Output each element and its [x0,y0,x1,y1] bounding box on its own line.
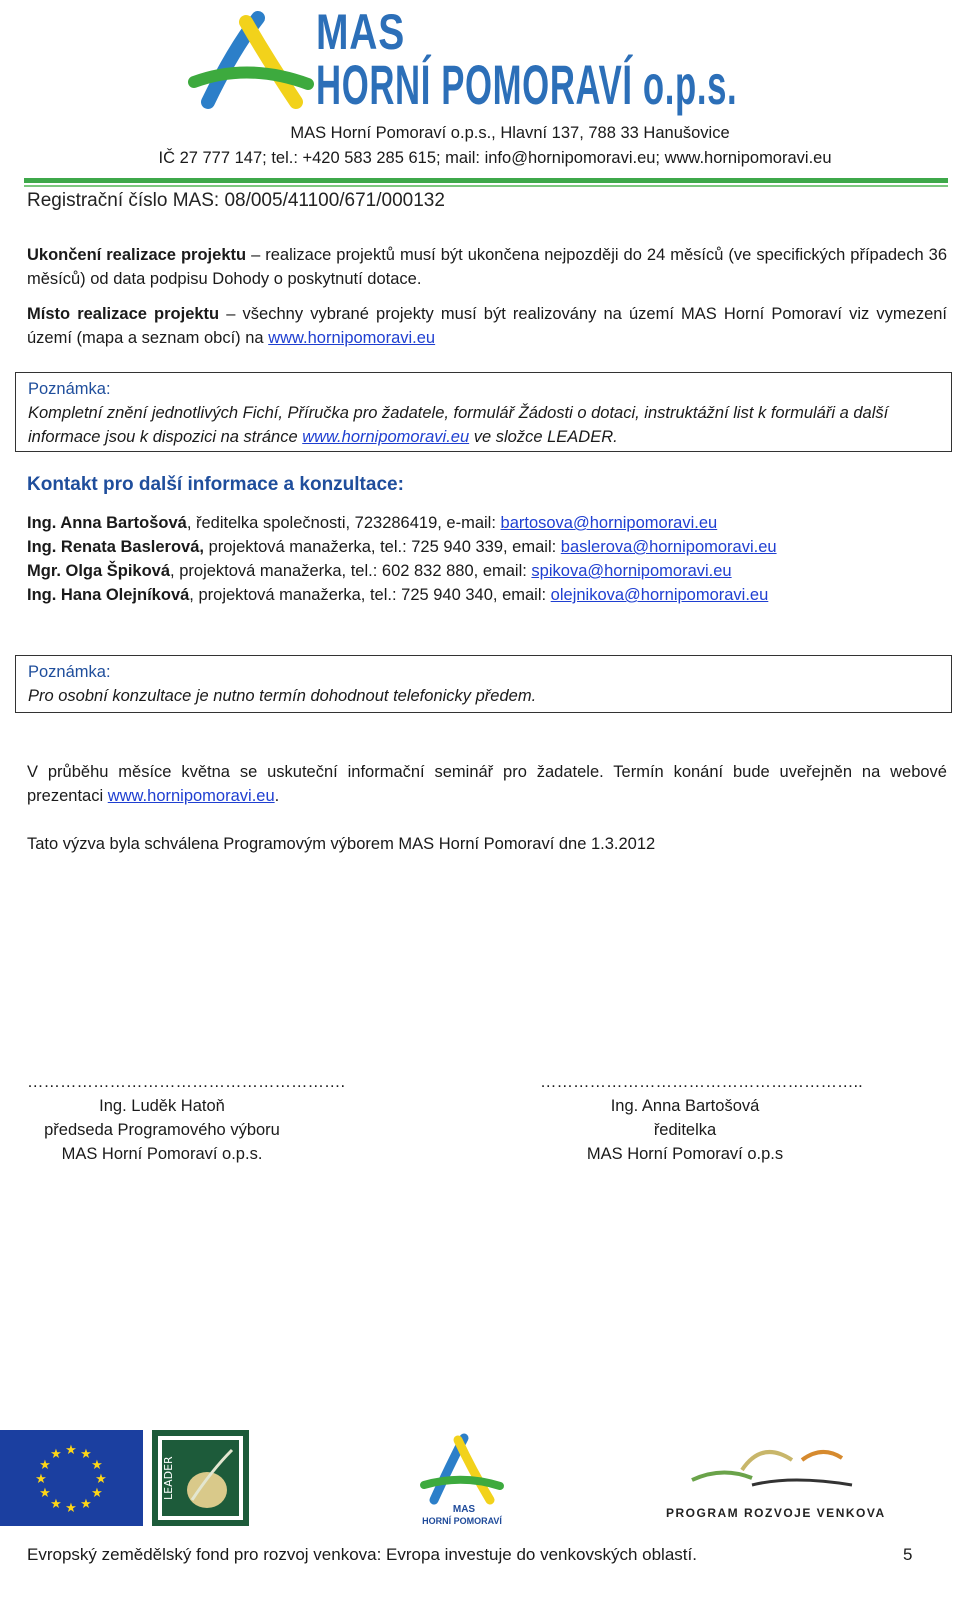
contact-heading: Kontakt pro další informace a konzultace: [27,474,404,495]
paragraph-approval: Tato výzva byla schválena Programovým výborem MAS Horní Pomoraví dne 1.3.2012 [27,835,656,853]
svg-text:★: ★ [35,1472,47,1487]
paragraph-location-text: – všechny vybrané projekty musí být realizovány na území MAS Horní Pomoraví viz vymezení území (mapa a seznam obcí) na [27,305,948,347]
signature-left [27,1070,346,1166]
eu-flag-icon [0,1430,143,1526]
note-box-documents [15,372,952,452]
svg-text:★: ★ [91,1486,103,1501]
registration-number: Registrační číslo MAS: 08/005/41100/671/000132 [27,190,445,211]
mas-logo-small [412,1430,512,1530]
header-rule-thin [24,185,948,187]
leader-label: LEADER [162,1456,175,1500]
paragraph-completion-label: Ukončení realizace projektu [27,246,247,264]
contact-name: Ing. Anna Bartošová [27,514,187,532]
website-link[interactable]: www.hornipomoravi.eu [107,787,275,805]
signature-name: Ing. Luděk Hatoň [99,1097,225,1115]
svg-text:★: ★ [91,1458,103,1473]
paragraph-completion-text: – realizace projektů musí být ukončena nejpozději do 24 měsíců (ve specifických případech 36 měsíců) od data podpisu Dohody o poskytnutí dotace. [27,246,948,288]
mas-small-line1: MAS [452,1504,476,1515]
footer-logos [0,1430,960,1530]
contact-role: , ředitelka společnosti, 723286419, e-mail: [186,514,501,532]
svg-text:★: ★ [95,1472,107,1487]
contact-role: projektová manažerka, tel.: 725 940 339, email: [203,538,561,556]
contact-name: Mgr. Olga Špiková [27,562,171,580]
logo-title-line1: MAS [316,4,406,60]
contact-item [27,583,777,607]
note-title: Poznámka: [28,663,111,681]
mas-small-line2: HORNÍ POMORAVÍ [422,1516,502,1526]
svg-text:★: ★ [39,1458,51,1473]
svg-text:★: ★ [65,1443,77,1458]
contact-item [27,535,777,559]
svg-text:★: ★ [50,1497,62,1512]
website-link[interactable]: www.hornipomoravi.eu [268,329,436,347]
seminar-end: . [274,787,280,805]
svg-text:★: ★ [50,1447,62,1462]
email-link[interactable]: spikova@hornipomoravi.eu [531,562,732,580]
contact-item [27,559,777,583]
note-box-consultation [15,655,952,713]
signature-org: MAS Horní Pomoraví o.p.s. [61,1145,263,1163]
signature-role: ředitelka [653,1121,717,1139]
leader-logo [152,1430,249,1526]
contact-list [27,511,777,607]
email-link[interactable]: olejnikova@hornipomoravi.eu [550,586,769,604]
contact-name: Ing. Renata Baslerová, [27,538,204,556]
email-link[interactable]: baslerova@hornipomoravi.eu [560,538,777,556]
signature-role: předseda Programového výboru [44,1121,280,1139]
mas-logo-emblem [188,10,318,110]
svg-text:★: ★ [39,1486,51,1501]
page-number: 5 [903,1545,913,1564]
contact-role: , projektová manažerka, tel.: 725 940 340, email: [189,586,551,604]
signature-name: Ing. Anna Bartošová [610,1097,760,1115]
note-text: Pro osobní konzultace je nutno termín dohodnout telefonicky předem. [28,687,537,705]
signature-org: MAS Horní Pomoraví o.p.s [586,1145,784,1163]
prv-logo [652,1430,892,1530]
signature-line: ………………………………………………….. [540,1073,863,1091]
header-rule [24,178,948,183]
svg-text:★: ★ [80,1447,92,1462]
contact-item [27,511,777,535]
note-text [28,401,939,449]
footer-text: Evropský zemědělský fond pro rozvoj venkova: Evropa investuje do venkovských oblastí. [27,1545,697,1564]
svg-text:★: ★ [65,1501,77,1516]
header-contacts: IČ 27 777 147; tel.: +420 583 285 615; mail: info@hornipomoravi.eu; www.hornipomoravi.eu [158,149,832,167]
prv-label: PROGRAM ROZVOJE VENKOVA [666,1506,886,1520]
paragraph-location-label: Místo realizace projektu [27,305,220,323]
contact-name: Ing. Hana Olejníková [27,586,190,604]
note-text-before: Kompletní znění jednotlivých Fichí, Příručka pro žadatele, formulář Žádosti o dotaci, instruktážní list k formuláři a další informace jsou k dispozici na stránce [28,404,889,446]
seminar-text: V průběhu měsíce května se uskuteční informační seminář pro žadatele. Termín konání bude uveřejněn na webové prezentaci [27,763,947,805]
signature-line: …………………………………………………. [27,1073,346,1091]
paragraph-seminar [27,760,947,808]
paragraph-location [27,302,947,350]
header-address: MAS Horní Pomoraví o.p.s., Hlavní 137, 788 33 Hanušovice [290,124,730,142]
website-link[interactable]: www.hornipomoravi.eu [302,428,470,446]
svg-text:★: ★ [80,1497,92,1512]
email-link[interactable]: bartosova@hornipomoravi.eu [500,514,718,532]
paragraph-completion [27,243,947,291]
mas-logo [188,6,788,116]
note-text-after: ve složce LEADER. [469,428,618,446]
note-title: Poznámka: [28,380,111,398]
logo-title-line2: HORNÍ POMORAVÍ o.p.s. [316,53,738,116]
contact-role: , projektová manažerka, tel.: 602 832 880, email: [170,562,532,580]
signature-right [540,1070,863,1166]
